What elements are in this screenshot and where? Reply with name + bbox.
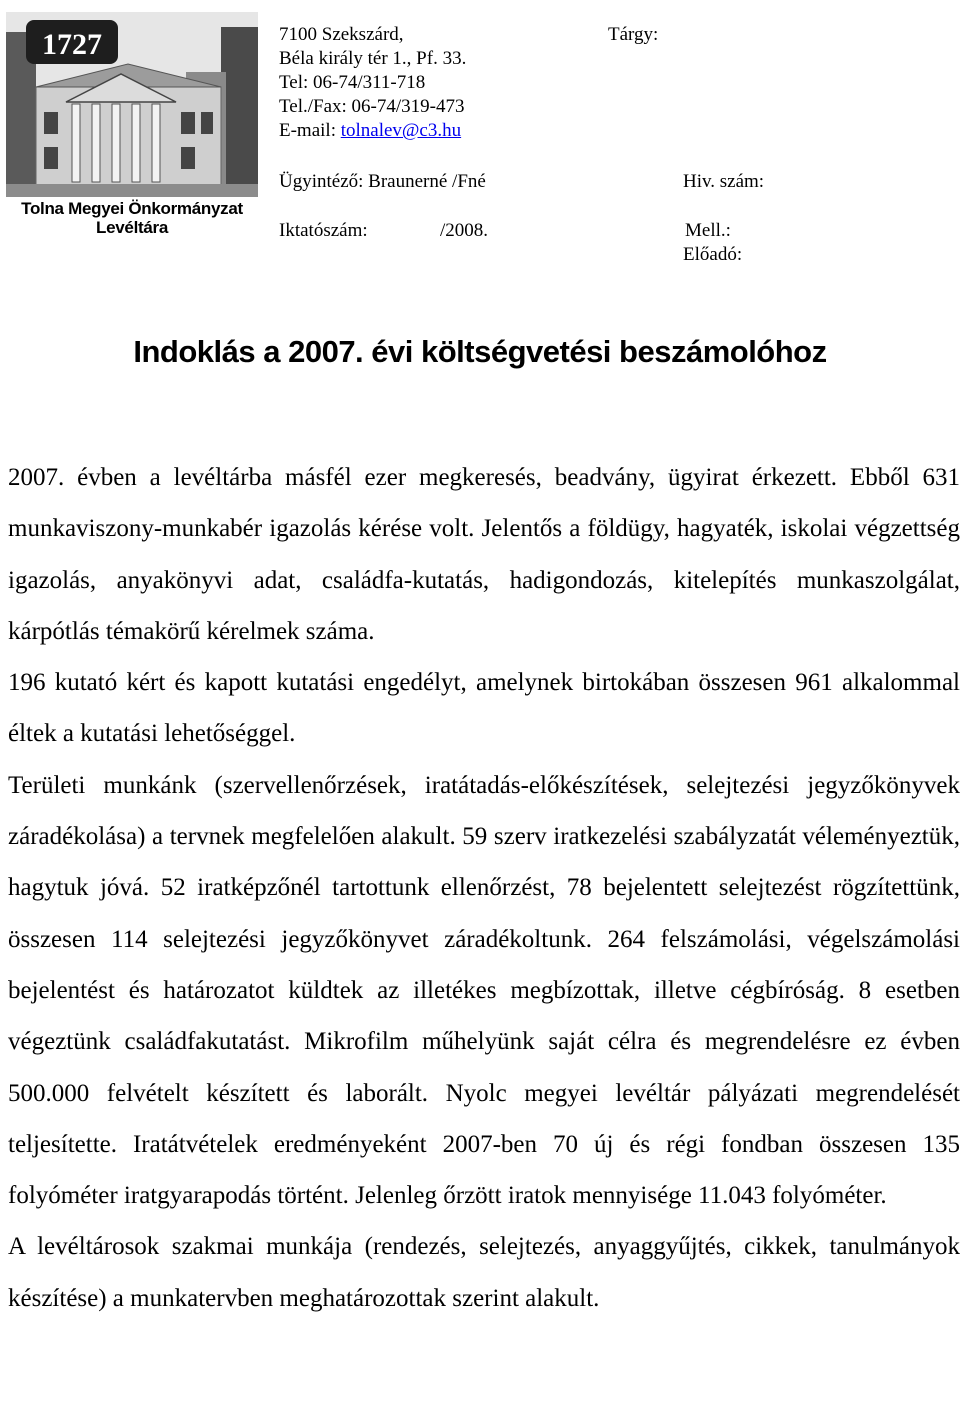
address-city: 7100 Szekszárd, (279, 24, 404, 45)
iktatoszam-value: /2008. (440, 220, 489, 241)
attachment-label: Mell.: (685, 220, 731, 241)
presenter-label: Előadó: (683, 244, 743, 265)
logo-name-line2: Levéltára (96, 218, 168, 237)
phone: Tel: 06-74/311-718 (279, 72, 426, 93)
email-label: E-mail: (279, 120, 341, 141)
email-line (279, 119, 461, 143)
document-body (8, 452, 960, 1324)
body-paragraph: A levéltárosok szakmai munkája (rendezés, selejtezés, anyaggyűjtés, cikkek, tanulmányok készítése) a munkatervben meghatározottak szerint alakult. (8, 1233, 960, 1312)
subject-label: Tárgy: (608, 24, 659, 45)
body-paragraph: Területi munkánk (szervellenőrzések, iratátadás-előkészítések, selejtezési jegyzőkönyvek záradékolása) a tervnek megfelelően alakult. 59 szerv iratkezelési szabályzatát véleményeztük, hagytuk jóvá. 52 iratképzőnél tartottunk ellenőrzést, 78 bejelentett selejtezést rögzítettünk, összesen 114 selejtezési jegyzőkönyvet záradékoltunk. 264 felszámolási, végelszámolási bejelentést és határozatot küldtek az illetékes megbízottak, illetve cégbíróság. 8 esetben végeztünk családfakutatást. Mikrofilm műhelyünk saját célra és megrendelésre ez évben 500.000 felvételt készített és laborált. Nyolc megyei levéltár pályázati megrendelését teljesítette. Iratátvételek eredményeként 2007-ben 70 új és régi fondban összesen 135 folyóméter iratgyarapodás történt. Jelenleg őrzött iratok mennyisége 11.043 folyóméter. (8, 771, 960, 1210)
reference-number-label: Hiv. szám: (683, 171, 765, 192)
document-title: Indoklás a 2007. évi költségvetési beszámolóhoz (133, 334, 827, 369)
fax: Tel./Fax: 06-74/319-473 (279, 96, 465, 117)
iktatoszam-label: Iktatószám: (279, 220, 368, 241)
logo-year: 1727 (42, 28, 102, 61)
logo-name-line1: Tolna Megyei Önkormányzat (21, 199, 243, 218)
archive-building-image (6, 12, 258, 197)
body-paragraph: 2007. évben a levéltárba másfél ezer megkeresés, beadvány, ügyirat érkezett. Ebből 631 munkaviszony-munkabér igazolás kérése volt. Jelentős a földügy, hagyaték, iskolai végzettség igazolás, anyakönyvi adat, családfa-kutatás, hadigondozás, kitelepítés munkaszolgálat, kárpótlás témakörű kérelmek száma. (8, 464, 960, 645)
ugyintezo: Ügyintéző: Braunerné /Fné (279, 171, 486, 192)
archive-logo (6, 12, 258, 237)
address-street: Béla király tér 1., Pf. 33. (279, 48, 467, 69)
body-paragraph: 196 kutató kért és kapott kutatási engedélyt, amelynek birtokában összesen 961 alkalommal éltek a kutatási lehetőséggel. (8, 669, 960, 748)
email-link[interactable]: tolnalev@c3.hu (340, 120, 462, 141)
